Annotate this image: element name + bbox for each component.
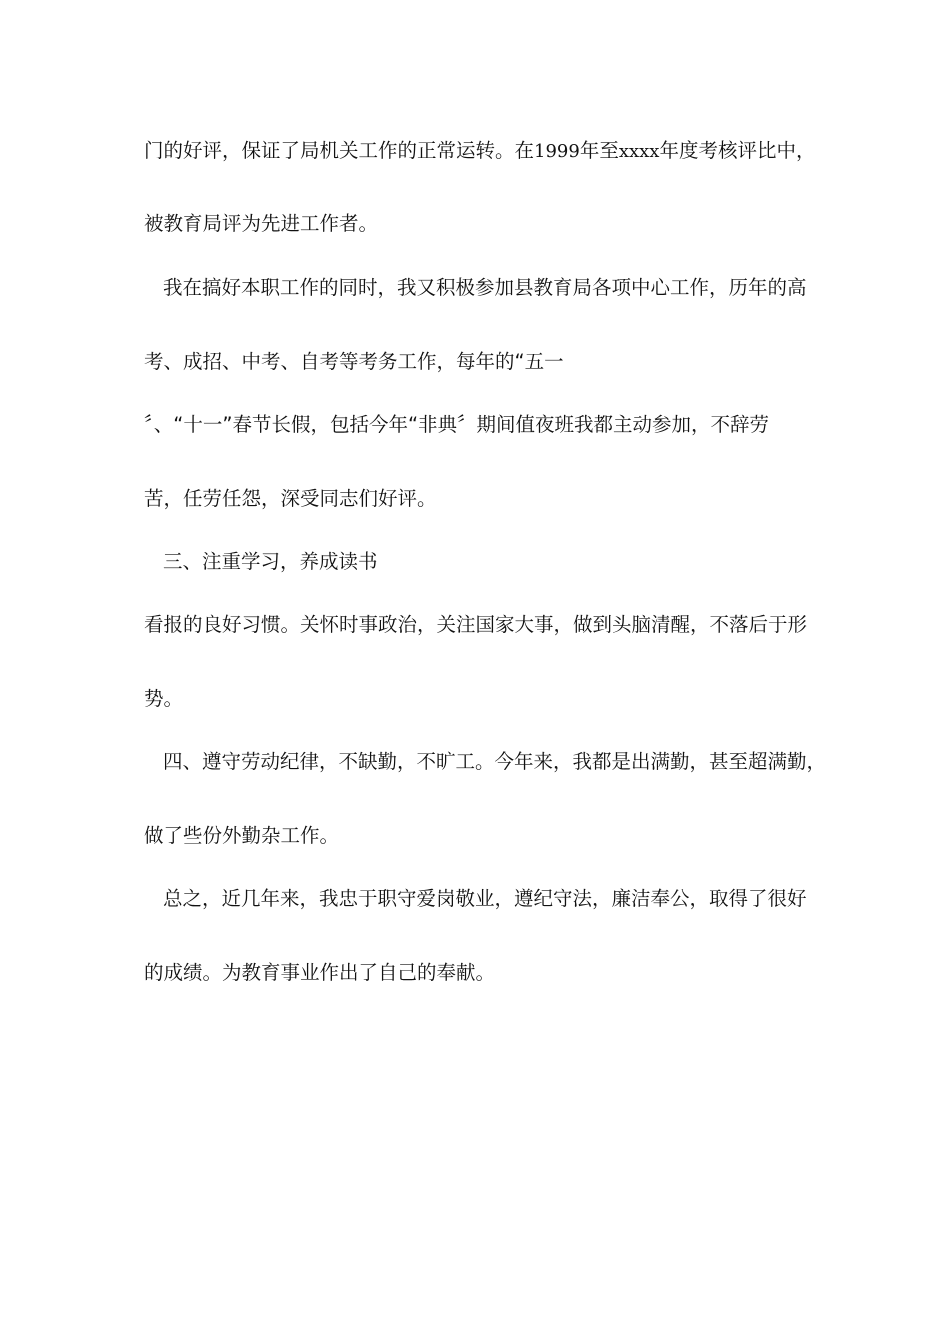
- year-1999: 1999: [534, 141, 580, 162]
- line-1-text-a: 门的好评，保证了局机关工作的正常运转。在: [144, 139, 535, 162]
- paragraph-line-12: 总之，近几年来，我忠于职守爱岗敬业，遵纪守法，廉洁奉公，取得了很好: [163, 887, 807, 910]
- paragraph-line-8: 看报的良好习惯。关怀时事政治，关注国家大事，做到头脑清醒，不落后于形: [144, 613, 808, 636]
- line-1-text-c: 年度考核评比中，: [659, 139, 816, 162]
- paragraph-line-6: 苦，任劳任怨，深受同志们好评。: [144, 487, 437, 510]
- line-1-text-b: 年至: [579, 139, 619, 162]
- paragraph-line-4: 考、成招、中考、自考等考务工作，每年的“五一: [144, 350, 564, 373]
- paragraph-line-5: 〞、“十一”春节长假，包括今年“非典〞期间值夜班我都主动参加，不辞劳: [144, 413, 770, 436]
- paragraph-line-9: 势。: [144, 687, 184, 710]
- paragraph-line-1: [144, 139, 824, 164]
- paragraph-line-13: 的成绩。为教育事业作出了自己的奉献。: [144, 961, 496, 984]
- section-heading-4: 四、遵守劳动纪律，不缺勤，不旷工。今年来，我都是出满勤，甚至超满勤，: [163, 750, 827, 773]
- paragraph-line-3: 我在搞好本职工作的同时，我又积极参加县教育局各项中心工作，历年的高: [163, 276, 807, 299]
- paragraph-line-2: 被教育局评为先进工作者。: [144, 212, 379, 235]
- section-heading-3: 三、注重学习，养成读书: [163, 550, 378, 573]
- paragraph-line-11: 做了些份外勤杂工作。: [144, 824, 340, 847]
- year-xxxx: xxxx: [618, 141, 660, 162]
